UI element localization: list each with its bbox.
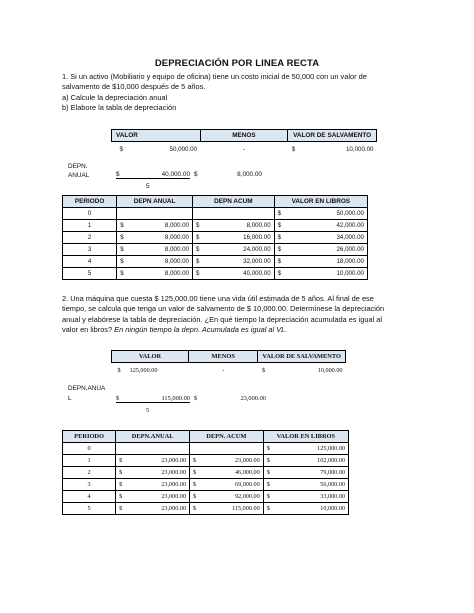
periodo-cell: 0 (63, 443, 116, 455)
dep2-numerator: $ 115,000.00 (116, 395, 190, 402)
problem2-line4: valor en libros? En ningún tiempo la depn. Acumulada es igual al VL. (62, 324, 288, 334)
table2-summary-salvamento: $ 10,000.00 (261, 367, 343, 375)
anual-cell: $ 23,000.00 (116, 455, 190, 467)
problem2-line3: anual y elabórese la tabla de depreciación. ¿En qué tiempo la depreciación acumulada es igual al (62, 314, 383, 324)
libros-cell: $ 33,000.00 (263, 491, 348, 503)
libros-cell: $ 50,000.00 (274, 208, 367, 220)
anual-cell: $ 8,000.00 (117, 220, 193, 232)
table1-row (63, 256, 368, 268)
table1-summary-header-menos: MENOS (200, 130, 288, 142)
libros-cell: $ 18,000.00 (274, 256, 367, 268)
periodo-cell: 2 (63, 232, 117, 244)
table1-summary-salvamento: $ 10,000.00 (291, 146, 374, 154)
table2-summary-header-valor: VALOR (112, 351, 189, 363)
anual-cell (117, 208, 193, 220)
table1-row (63, 220, 368, 232)
acum-cell: $ 8,000.00 (193, 220, 275, 232)
table2-row (63, 455, 349, 467)
anual-cell: $ 23,000.00 (116, 467, 190, 479)
table2-depreciation (62, 430, 349, 515)
dep1-result: $ 8,000.00 (194, 171, 262, 178)
dep2-label: DEPN.ANUA L (68, 385, 106, 402)
acum-cell: $ 46,000.00 (190, 467, 264, 479)
page-title: DEPRECIACIÓN POR LINEA RECTA (154, 58, 320, 69)
periodo-cell: 5 (63, 503, 116, 515)
table2-summary-menos: - (222, 367, 225, 375)
problem1-line4: b) Elabore la tabla de depreciación (62, 102, 177, 112)
anual-cell: $ 8,000.00 (117, 244, 193, 256)
periodo-cell: 1 (63, 455, 116, 467)
anual-cell: $ 23,000.00 (116, 491, 190, 503)
table1-row (63, 208, 368, 220)
table2-row (63, 467, 349, 479)
libros-cell: $ 34,000.00 (274, 232, 367, 244)
problem1-line2: salvamento de $10,000 después de 5 años. (62, 82, 206, 92)
dep2-result: $ 23,000.00 (194, 395, 266, 402)
table1-summary-menos: - (242, 146, 245, 154)
table2-summary-header-menos: MENOS (189, 351, 258, 363)
table1-header-periodo: PERIODO (63, 196, 117, 208)
dep1-label: DEPN. ANUAL (68, 163, 90, 179)
problem2-text (62, 294, 414, 335)
anual-cell: $ 8,000.00 (117, 232, 193, 244)
acum-cell: $ 16,000.00 (193, 232, 275, 244)
table2-row (63, 491, 349, 503)
libros-cell: $ 56,000.00 (263, 479, 348, 491)
acum-cell (190, 443, 264, 455)
periodo-cell: 3 (63, 244, 117, 256)
table1-body (63, 208, 368, 280)
problem2-line2: tiempo, se calcula que tenga un valor de salvamento de $ 10,000.00. Determínese la depreciación (62, 304, 385, 314)
libros-cell: $ 10,000.00 (274, 268, 367, 280)
table1-header-acum: DEPN ACUM (193, 196, 275, 208)
anual-cell (116, 443, 190, 455)
table2-row (63, 503, 349, 515)
dep1-denominator: 5 (146, 183, 150, 190)
libros-cell: $ 26,000.00 (274, 244, 367, 256)
periodo-cell: 5 (63, 268, 117, 280)
table2-header-acum: DEPN. ACUM (190, 431, 264, 443)
acum-cell: $ 23,000.00 (190, 455, 264, 467)
problem1-line1: 1. Si un activo (Mobiliario y equipo de oficina) tiene un costo inicial de 50,000 con un valor de (62, 72, 367, 81)
acum-cell: $ 32,000.00 (193, 256, 275, 268)
table1-header-anual: DEPN ANUAL (117, 196, 193, 208)
table2-header-anual: DEPN.ANUAL (116, 431, 190, 443)
acum-cell: $ 24,000.00 (193, 244, 275, 256)
problem2-answer: En ningún tiempo la depn. Acumulada es igual al VL. (112, 324, 288, 334)
dep2-denominator: 5 (146, 407, 150, 414)
table2-header-periodo: PERIODO (63, 431, 116, 443)
problem1-line3: a) Calcule la depreciación anual (62, 92, 168, 102)
libros-cell: $ 42,000.00 (274, 220, 367, 232)
table1-row (63, 244, 368, 256)
periodo-cell: 1 (63, 220, 117, 232)
table1-row (63, 232, 368, 244)
acum-cell: $ 40,000.00 (193, 268, 275, 280)
acum-cell: $ 69,000.00 (190, 479, 264, 491)
table1-summary-valor: $ 50,000.00 (119, 146, 198, 154)
libros-cell: $ 79,000.00 (263, 467, 348, 479)
table1-summary-header-salvamento: VALOR DE SALVAMENTO (288, 130, 377, 142)
problem1-text (62, 72, 414, 113)
libros-cell: $ 102,000.00 (263, 455, 348, 467)
table2-summary-valor: $ 125,000.00 (117, 367, 158, 375)
acum-cell (193, 208, 275, 220)
periodo-cell: 4 (63, 256, 117, 268)
anual-cell: $ 8,000.00 (117, 268, 193, 280)
table1-row (63, 268, 368, 280)
table1-summary-header-valor: VALOR (112, 130, 201, 142)
problem2-line1: 2. Una máquina que cuesta $ 125,000.00 tiene una vida útil estimada de 5 años. Al final de ese (62, 294, 374, 303)
anual-cell: $ 23,000.00 (116, 479, 190, 491)
libros-cell: $ 125,000.00 (263, 443, 348, 455)
periodo-cell: 0 (63, 208, 117, 220)
acum-cell: $ 92,000.00 (190, 491, 264, 503)
libros-cell: $ 10,000.00 (263, 503, 348, 515)
table1-depreciation (62, 195, 368, 280)
anual-cell: $ 8,000.00 (117, 256, 193, 268)
table2-summary (111, 350, 346, 379)
table2-row (63, 443, 349, 455)
table2-header-libros: VALOR EN LIBROS (263, 431, 348, 443)
periodo-cell: 3 (63, 479, 116, 491)
anual-cell: $ 23,000.00 (116, 503, 190, 515)
periodo-cell: 4 (63, 491, 116, 503)
dep1-numerator: $ 40,000.00 (116, 171, 190, 178)
acum-cell: $ 115,000.00 (190, 503, 264, 515)
table1-header-libros: VALOR EN LIBROS (274, 196, 367, 208)
table2-row (63, 479, 349, 491)
table2-body (63, 443, 349, 515)
table1-summary (111, 129, 377, 158)
periodo-cell: 2 (63, 467, 116, 479)
table2-summary-header-salvamento: VALOR DE SALVAMENTO (258, 351, 346, 363)
